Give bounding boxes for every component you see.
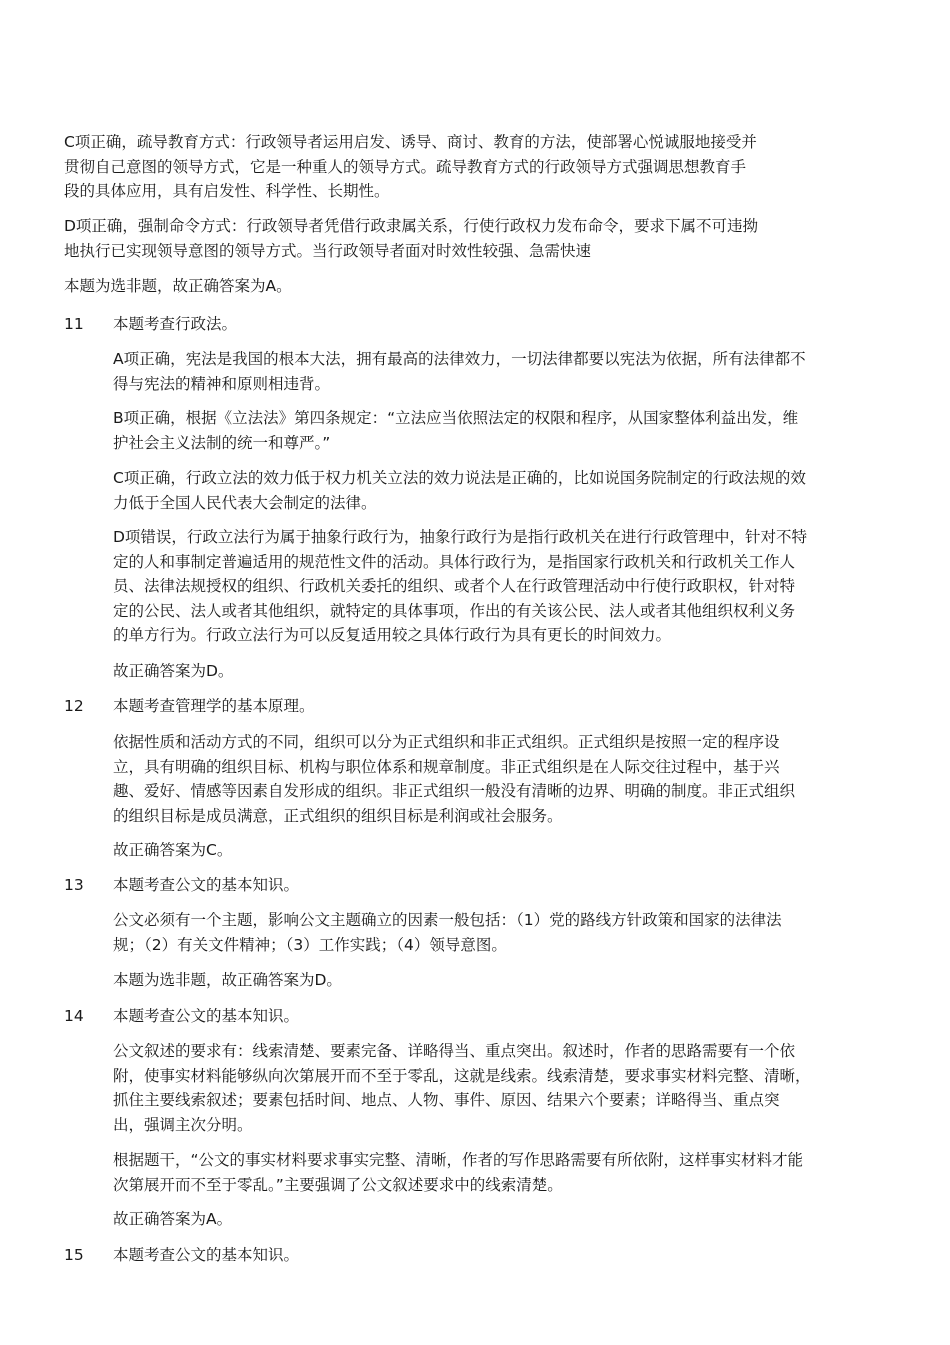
answer-line: 故正确答案为D。 — [113, 662, 234, 680]
question-title: 本题考查管理学的基本原理。 — [113, 697, 315, 715]
question-title: 本题考查公文的基本知识。 — [113, 1246, 300, 1264]
paragraph-option-d: D项正确，强制命令方式：行政领导者凭借行政隶属关系，行使行政权力发布命令，要求下属不可违拗 地执行已实现领导意图的领导方式。当行政领导者面对时效性较强、急需快速 — [64, 217, 758, 260]
paragraph-body: 公文必须有一个主题，影响公文主题确立的因素一般包括：（1）党的路线方针政策和国家的法律法 规；（2）有关文件精神；（3）工作实践；（4）领导意图。 — [113, 911, 782, 954]
question-number: 15 — [64, 1246, 84, 1264]
question-number: 12 — [64, 697, 84, 715]
question-number: 11 — [64, 315, 84, 333]
question-number: 13 — [64, 876, 84, 894]
paragraph-option-a: A项正确，宪法是我国的根本大法，拥有最高的法律效力，一切法律都要以宪法为依据，所有法律都不 得与宪法的精神和原则相违背。 — [113, 350, 806, 393]
question-title: 本题考查行政法。 — [113, 315, 238, 333]
question-number: 14 — [64, 1007, 84, 1025]
answer-line: 故正确答案为A。 — [113, 1210, 233, 1228]
paragraph-body: 依据性质和活动方式的不同，组织可以分为正式组织和非正式组织。正式组织是按照一定的程序设 立，具有明确的组织目标、机构与职位体系和规章制度。非正式组织是在人际交往过程中，基于兴 趣、爱好、情感等因素自发形成的组织。非正式组织一般没有清晰的边界、明确的制度。非正式组织 的组织目标是成员满意，正式组织的组织目标是利润或社会服务。 — [113, 733, 796, 825]
question-title: 本题考查公文的基本知识。 — [113, 876, 300, 894]
paragraph-body: 公文叙述的要求有：线索清楚、要素完备、详略得当、重点突出。叙述时，作者的思路需要有一个依 附，使事实材料能够纵向次第展开而不至于零乱，这就是线索。线索清楚，要求事实材料完整、清晰， 抓住主要线索叙述；要素包括时间、地点、人物、事件、原因、结果六个要素；详略得当、重点突 出，强调主次分明。 — [113, 1042, 811, 1134]
answer-line: 本题为选非题，故正确答案为A。 — [64, 277, 292, 295]
paragraph-option-d: D项错误，行政立法行为属于抽象行政行为，抽象行政行为是指行政机关在进行行政管理中，针对不特 定的人和事制定普遍适用的规范性文件的活动。具体行政行为，是指国家行政机关和行政机关工作人 员、法律法规授权的组织、行政机关委托的组织、或者个人在行政管理活动中行使行政职权，针对特 定的公民、法人或者其他组织，就特定的具体事项，作出的有关该公民、法人或者其他组织权利义务 的单方行为。行政立法行为可以反复适用较之具体行政行为具有更长的时间效力。 — [113, 528, 807, 644]
paragraph-option-c: C项正确，疏导教育方式：行政领导者运用启发、诱导、商讨、教育的方法，使部署心悦诚服地接受并 贯彻自己意图的领导方式，它是一种重人的领导方式。疏导教育方式的行政领导方式强调思想教育手 段的具体应用，具有启发性、科学性、长期性。 — [64, 133, 757, 200]
question-title: 本题考查公文的基本知识。 — [113, 1007, 300, 1025]
paragraph-option-c: C项正确，行政立法的效力低于权力机关立法的效力说法是正确的，比如说国务院制定的行政法规的效 力低于全国人民代表大会制定的法律。 — [113, 469, 806, 512]
answer-line: 故正确答案为C。 — [113, 841, 233, 859]
paragraph-option-b: B项正确，根据《立法法》第四条规定：“立法应当依照法定的权限和程序，从国家整体利益出发，维 护社会主义法制的统一和尊严。” — [113, 409, 799, 452]
answer-line: 本题为选非题，故正确答案为D。 — [113, 971, 342, 989]
paragraph-body-2: 根据题干，“公文的事实材料要求事实完整、清晰，作者的写作思路需要有所依附，这样事实材料才能 次第展开而不至于零乱。”主要强调了公文叙述要求中的线索清楚。 — [113, 1151, 804, 1194]
